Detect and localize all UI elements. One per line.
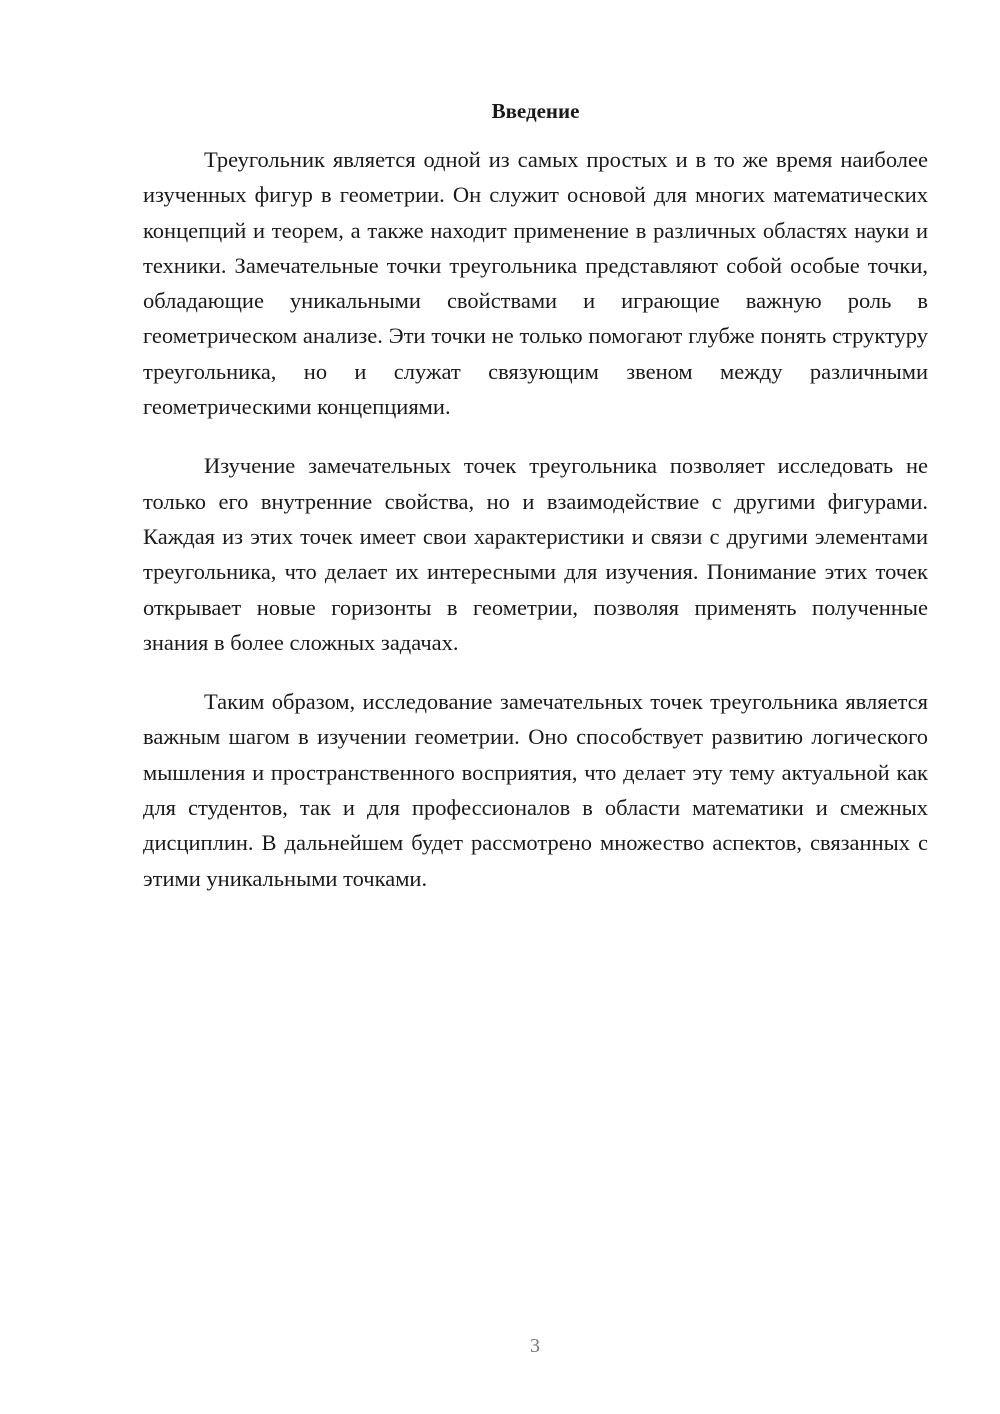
body-text: [143, 142, 928, 920]
section-title: Введение: [491, 99, 580, 123]
paragraph-3: Таким образом, исследование замечательных точек треугольника является важным шагом в изучении геометрии. Оно способствует развитию логического мышления и пространственного восприятия, что делает эту тему актуальной как для студентов, так и для профессионалов в области математики и смежных дисциплин. В дальнейшем будет рассмотрено множество аспектов, связанных с этими уникальными точками.: [143, 689, 928, 891]
page-number: 3: [530, 1335, 540, 1357]
paragraph-2: Изучение замечательных точек треугольника позволяет исследовать не только его внутренние свойства, но и взаимодействие с другими фигурами. Каждая из этих точек имеет свои характеристики и связи с другими элементами треугольника, что делает их интересными для изучения. Понимание этих точек открывает новые горизонты в геометрии, позволяя применять полученные знания в более сложных задачах.: [143, 453, 928, 655]
paragraph-1: Треугольник является одной из самых простых и в то же время наиболее изученных фигур в геометрии. Он служит основой для многих математических концепций и теорем, а также находит применение в различных областях науки и техники. Замечательные точки треугольника представляют собой особые точки, обладающие уникальными свойствами и играющие важную роль в геометрическом анализе. Эти точки не только помогают глубже понять структуру треугольника, но и служат связующим звеном между различными геометрическими концепциями.: [143, 147, 928, 420]
